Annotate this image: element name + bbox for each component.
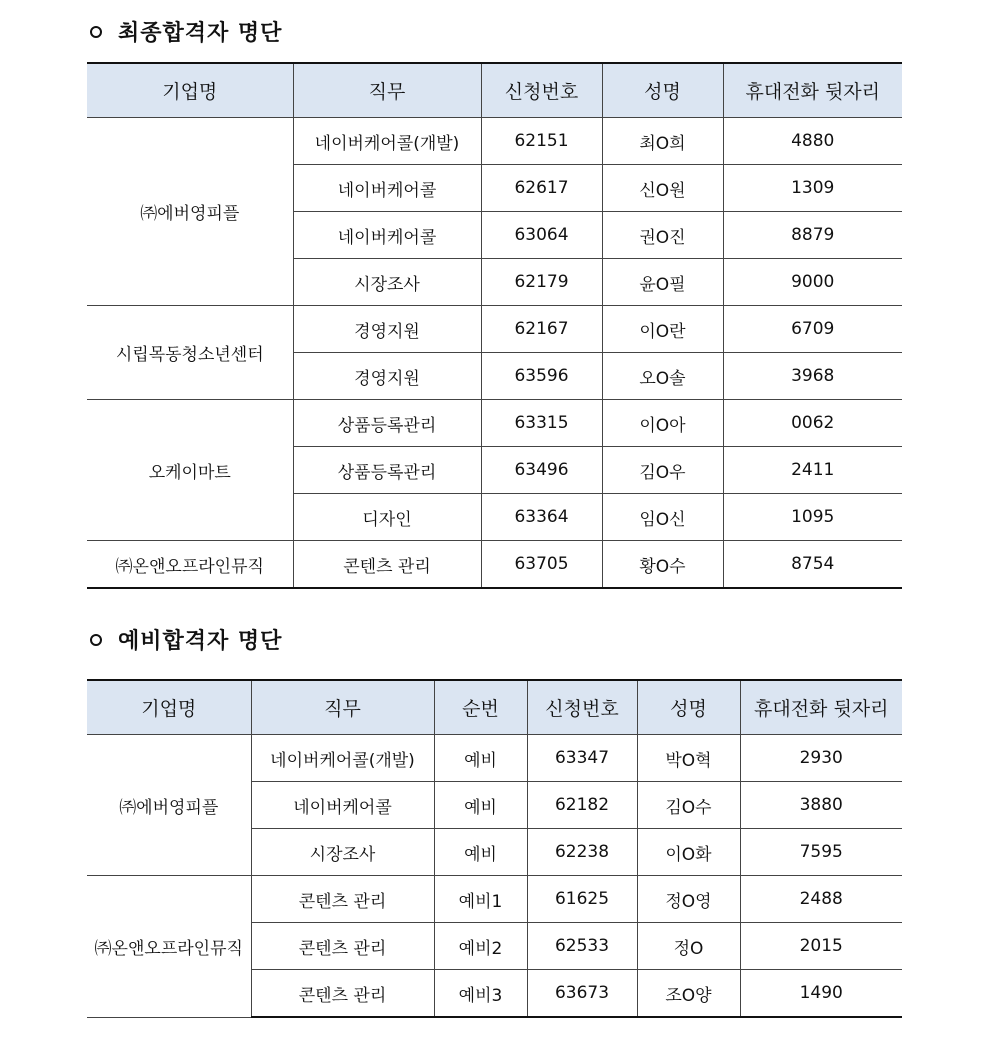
app-no-cell: 62151	[481, 118, 602, 165]
job-cell: 콘텐츠 관리	[251, 876, 434, 923]
final-section-title-text: 최종합격자 명단	[118, 21, 283, 46]
name-cell: 오O솔	[602, 353, 723, 400]
company-cell: 오케이마트	[87, 400, 293, 541]
phone-cell: 2411	[723, 447, 902, 494]
app-no-cell: 63364	[481, 494, 602, 541]
table-row	[87, 876, 902, 923]
phone-cell: 2015	[740, 923, 902, 970]
job-cell: 네이버케어콜	[251, 782, 434, 829]
name-cell: 신O원	[602, 165, 723, 212]
table-row	[87, 735, 902, 782]
order-cell: 예비2	[434, 923, 527, 970]
name-cell: 임O신	[602, 494, 723, 541]
phone-cell: 7595	[740, 829, 902, 876]
order-cell: 예비	[434, 735, 527, 782]
name-cell: 최O희	[602, 118, 723, 165]
reserve-section-title	[90, 624, 282, 655]
app-no-cell: 63496	[481, 447, 602, 494]
job-cell: 콘텐츠 관리	[251, 923, 434, 970]
name-cell: 정O영	[637, 876, 740, 923]
phone-cell: 9000	[723, 259, 902, 306]
column-header: 휴대전화 뒷자리	[723, 63, 902, 118]
name-cell: 조O양	[637, 970, 740, 1018]
company-cell: 시립목동청소년센터	[87, 306, 293, 400]
app-no-cell: 63315	[481, 400, 602, 447]
phone-cell: 4880	[723, 118, 902, 165]
name-cell: 박O혁	[637, 735, 740, 782]
phone-cell: 3880	[740, 782, 902, 829]
circle-bullet-icon	[90, 26, 102, 38]
column-header: 순번	[434, 680, 527, 735]
job-cell: 네이버케어콜(개발)	[251, 735, 434, 782]
app-no-cell: 63673	[527, 970, 637, 1018]
phone-cell: 2930	[740, 735, 902, 782]
header-row	[87, 680, 902, 735]
name-cell: 김O우	[602, 447, 723, 494]
app-no-cell: 62238	[527, 829, 637, 876]
name-cell: 권O진	[602, 212, 723, 259]
name-cell: 이O아	[602, 400, 723, 447]
job-cell: 상품등록관리	[293, 400, 481, 447]
job-cell: 디자인	[293, 494, 481, 541]
final-section-title	[90, 16, 282, 47]
app-no-cell: 62533	[527, 923, 637, 970]
company-cell: ㈜에버영피플	[87, 735, 251, 876]
column-header: 성명	[602, 63, 723, 118]
name-cell: 이O란	[602, 306, 723, 353]
table-row	[87, 306, 902, 353]
app-no-cell: 63705	[481, 541, 602, 589]
reserve-section-title-text: 예비합격자 명단	[118, 629, 283, 654]
name-cell: 황O수	[602, 541, 723, 589]
column-header: 성명	[637, 680, 740, 735]
job-cell: 시장조사	[251, 829, 434, 876]
app-no-cell: 62617	[481, 165, 602, 212]
reserve-table-body	[87, 680, 902, 1017]
job-cell: 네이버케어콜	[293, 165, 481, 212]
column-header: 휴대전화 뒷자리	[740, 680, 902, 735]
job-cell: 상품등록관리	[293, 447, 481, 494]
app-no-cell: 63064	[481, 212, 602, 259]
column-header: 신청번호	[481, 63, 602, 118]
company-cell: ㈜에버영피플	[87, 118, 293, 306]
order-cell: 예비	[434, 782, 527, 829]
column-header: 기업명	[87, 680, 251, 735]
phone-cell: 1095	[723, 494, 902, 541]
app-no-cell: 62182	[527, 782, 637, 829]
column-header: 신청번호	[527, 680, 637, 735]
phone-cell: 1309	[723, 165, 902, 212]
job-cell: 콘텐츠 관리	[293, 541, 481, 589]
header-row	[87, 63, 902, 118]
phone-cell: 1490	[740, 970, 902, 1018]
order-cell: 예비	[434, 829, 527, 876]
final-table-body	[87, 63, 902, 588]
column-header: 직무	[293, 63, 481, 118]
phone-cell: 0062	[723, 400, 902, 447]
job-cell: 네이버케어콜	[293, 212, 481, 259]
app-no-cell: 62179	[481, 259, 602, 306]
table-row	[87, 118, 902, 165]
column-header: 기업명	[87, 63, 293, 118]
phone-cell: 6709	[723, 306, 902, 353]
phone-cell: 3968	[723, 353, 902, 400]
column-header: 직무	[251, 680, 434, 735]
app-no-cell: 63347	[527, 735, 637, 782]
table-row	[87, 400, 902, 447]
phone-cell: 8754	[723, 541, 902, 589]
name-cell: 정O	[637, 923, 740, 970]
app-no-cell: 63596	[481, 353, 602, 400]
name-cell: 김O수	[637, 782, 740, 829]
app-no-cell: 62167	[481, 306, 602, 353]
name-cell: 이O화	[637, 829, 740, 876]
final-passers-table	[87, 62, 902, 589]
reserve-passers-table	[87, 679, 902, 1018]
job-cell: 네이버케어콜(개발)	[293, 118, 481, 165]
phone-cell: 8879	[723, 212, 902, 259]
phone-cell: 2488	[740, 876, 902, 923]
company-cell: ㈜온앤오프라인뮤직	[87, 876, 251, 1018]
name-cell: 윤O필	[602, 259, 723, 306]
order-cell: 예비3	[434, 970, 527, 1018]
job-cell: 경영지원	[293, 353, 481, 400]
table-row	[87, 541, 902, 589]
order-cell: 예비1	[434, 876, 527, 923]
circle-bullet-icon	[90, 634, 102, 646]
job-cell: 시장조사	[293, 259, 481, 306]
job-cell: 경영지원	[293, 306, 481, 353]
company-cell: ㈜온앤오프라인뮤직	[87, 541, 293, 589]
app-no-cell: 61625	[527, 876, 637, 923]
job-cell: 콘텐츠 관리	[251, 970, 434, 1018]
